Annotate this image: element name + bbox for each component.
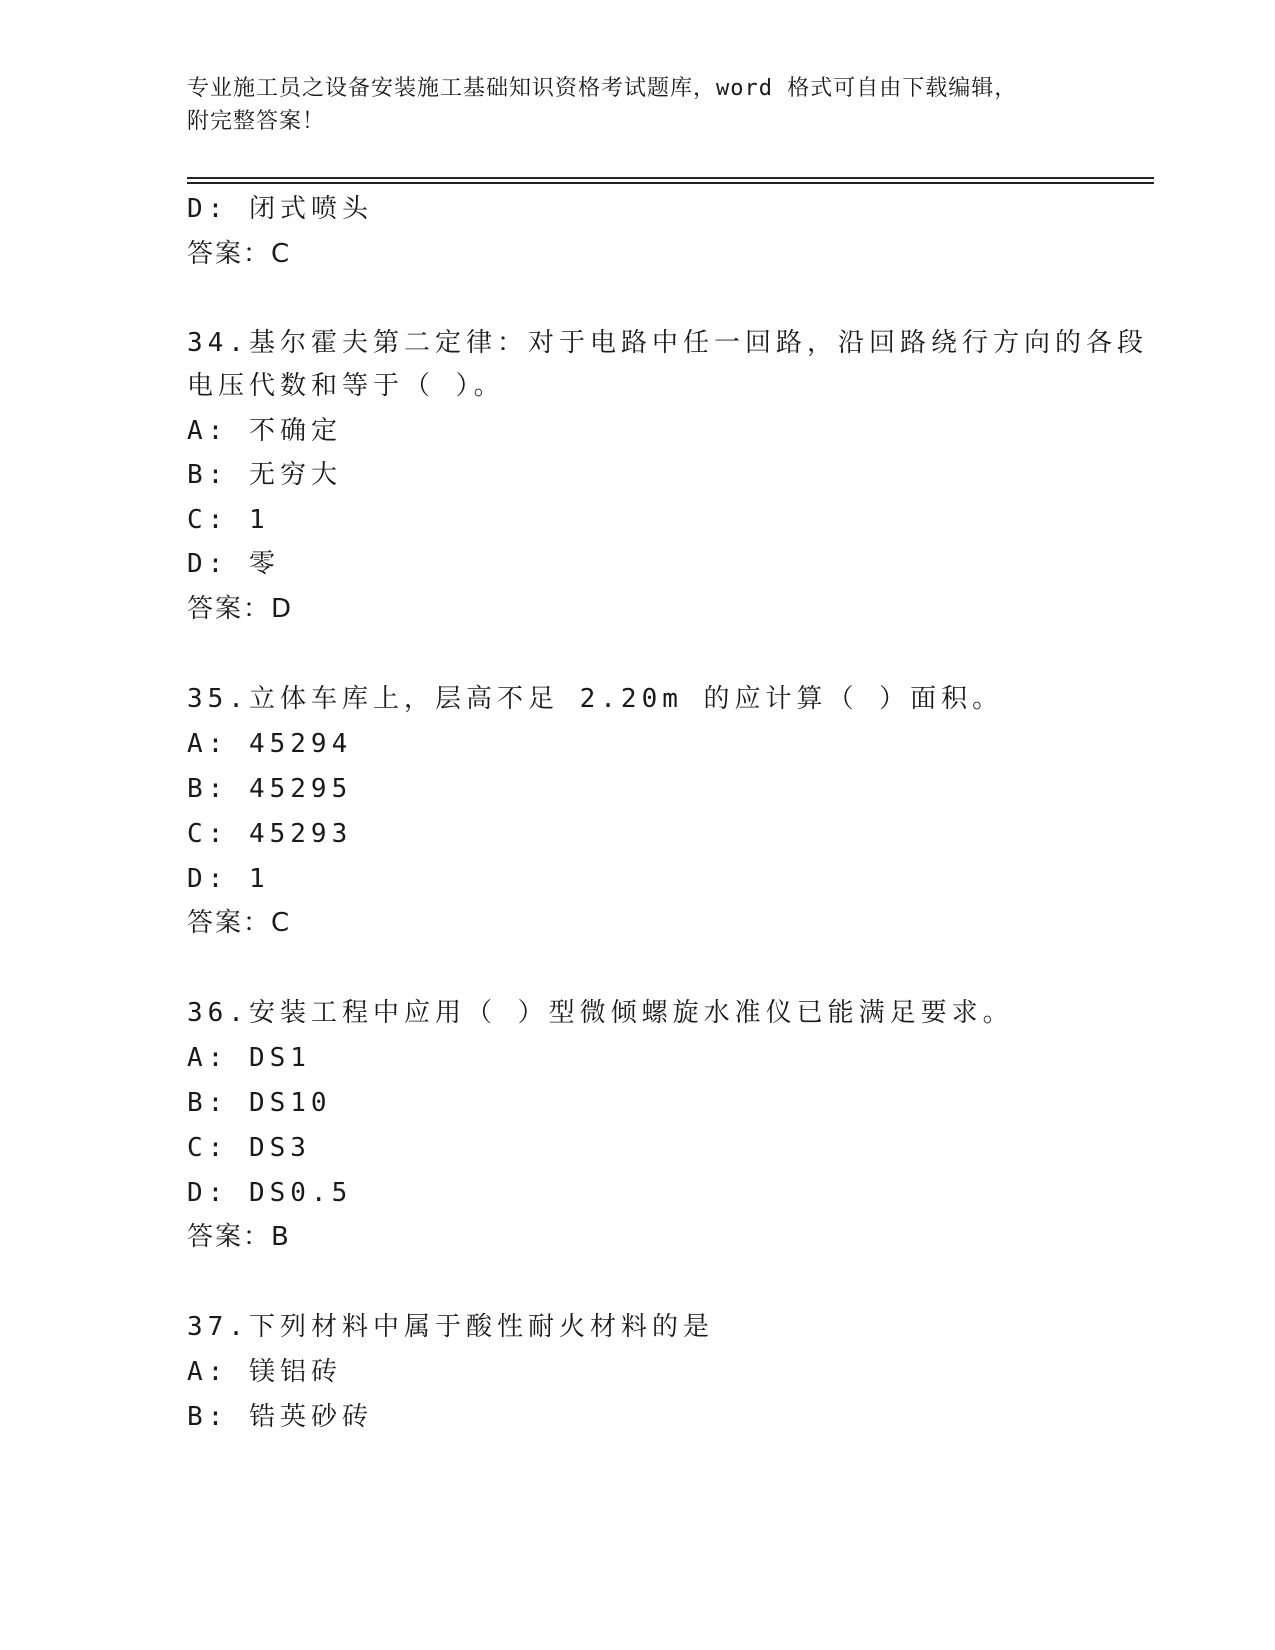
option-b-q35: B: 45295 (187, 774, 353, 804)
question-37: 37.下列材料中属于酸性耐火材料的是 (187, 1312, 714, 1342)
answer-q34: 答案：D (187, 594, 294, 624)
question-34-line-1: 34.基尔霍夫第二定律：对于电路中任一回路，沿回路绕行方向的各段 (187, 328, 1148, 358)
header-line-2: 附完整答案！ (187, 109, 326, 134)
header-divider-top (187, 177, 1154, 179)
question-34-line-2: 电压代数和等于（ ）。 (187, 371, 505, 401)
question-35: 35.立体车库上，层高不足 2.20m 的应计算（ ）面积。 (187, 684, 1004, 714)
header-line-1: 专业施工员之设备安装施工基础知识资格考试题库，word 格式可自由下载编辑， (187, 76, 1018, 101)
document-header (187, 72, 1067, 138)
option-c-q34: C: 1 (187, 505, 270, 535)
option-b-q34: B: 无穷大 (187, 460, 342, 490)
option-d-q34: D: 零 (187, 549, 280, 579)
option-a-q37: A: 镁铝砖 (187, 1357, 342, 1387)
answer-q33: 答案：C (187, 239, 292, 269)
option-d-q33: D: 闭式喷头 (187, 194, 373, 224)
option-b-q37: B: 锆英砂砖 (187, 1402, 373, 1432)
option-d-q36: D: DS0.5 (187, 1178, 353, 1208)
option-c-q36: C: DS3 (187, 1133, 311, 1163)
answer-q36: 答案：B (187, 1222, 291, 1252)
option-a-q36: A: DS1 (187, 1043, 311, 1073)
question-36: 36.安装工程中应用（ ）型微倾螺旋水准仪已能满足要求。 (187, 998, 1014, 1028)
option-a-q34: A: 不确定 (187, 416, 342, 446)
option-c-q35: C: 45293 (187, 819, 353, 849)
option-a-q35: A: 45294 (187, 729, 353, 759)
answer-q35: 答案：C (187, 908, 292, 938)
header-divider-bottom (187, 182, 1154, 184)
option-b-q36: B: DS10 (187, 1088, 332, 1118)
option-d-q35: D: 1 (187, 864, 270, 894)
